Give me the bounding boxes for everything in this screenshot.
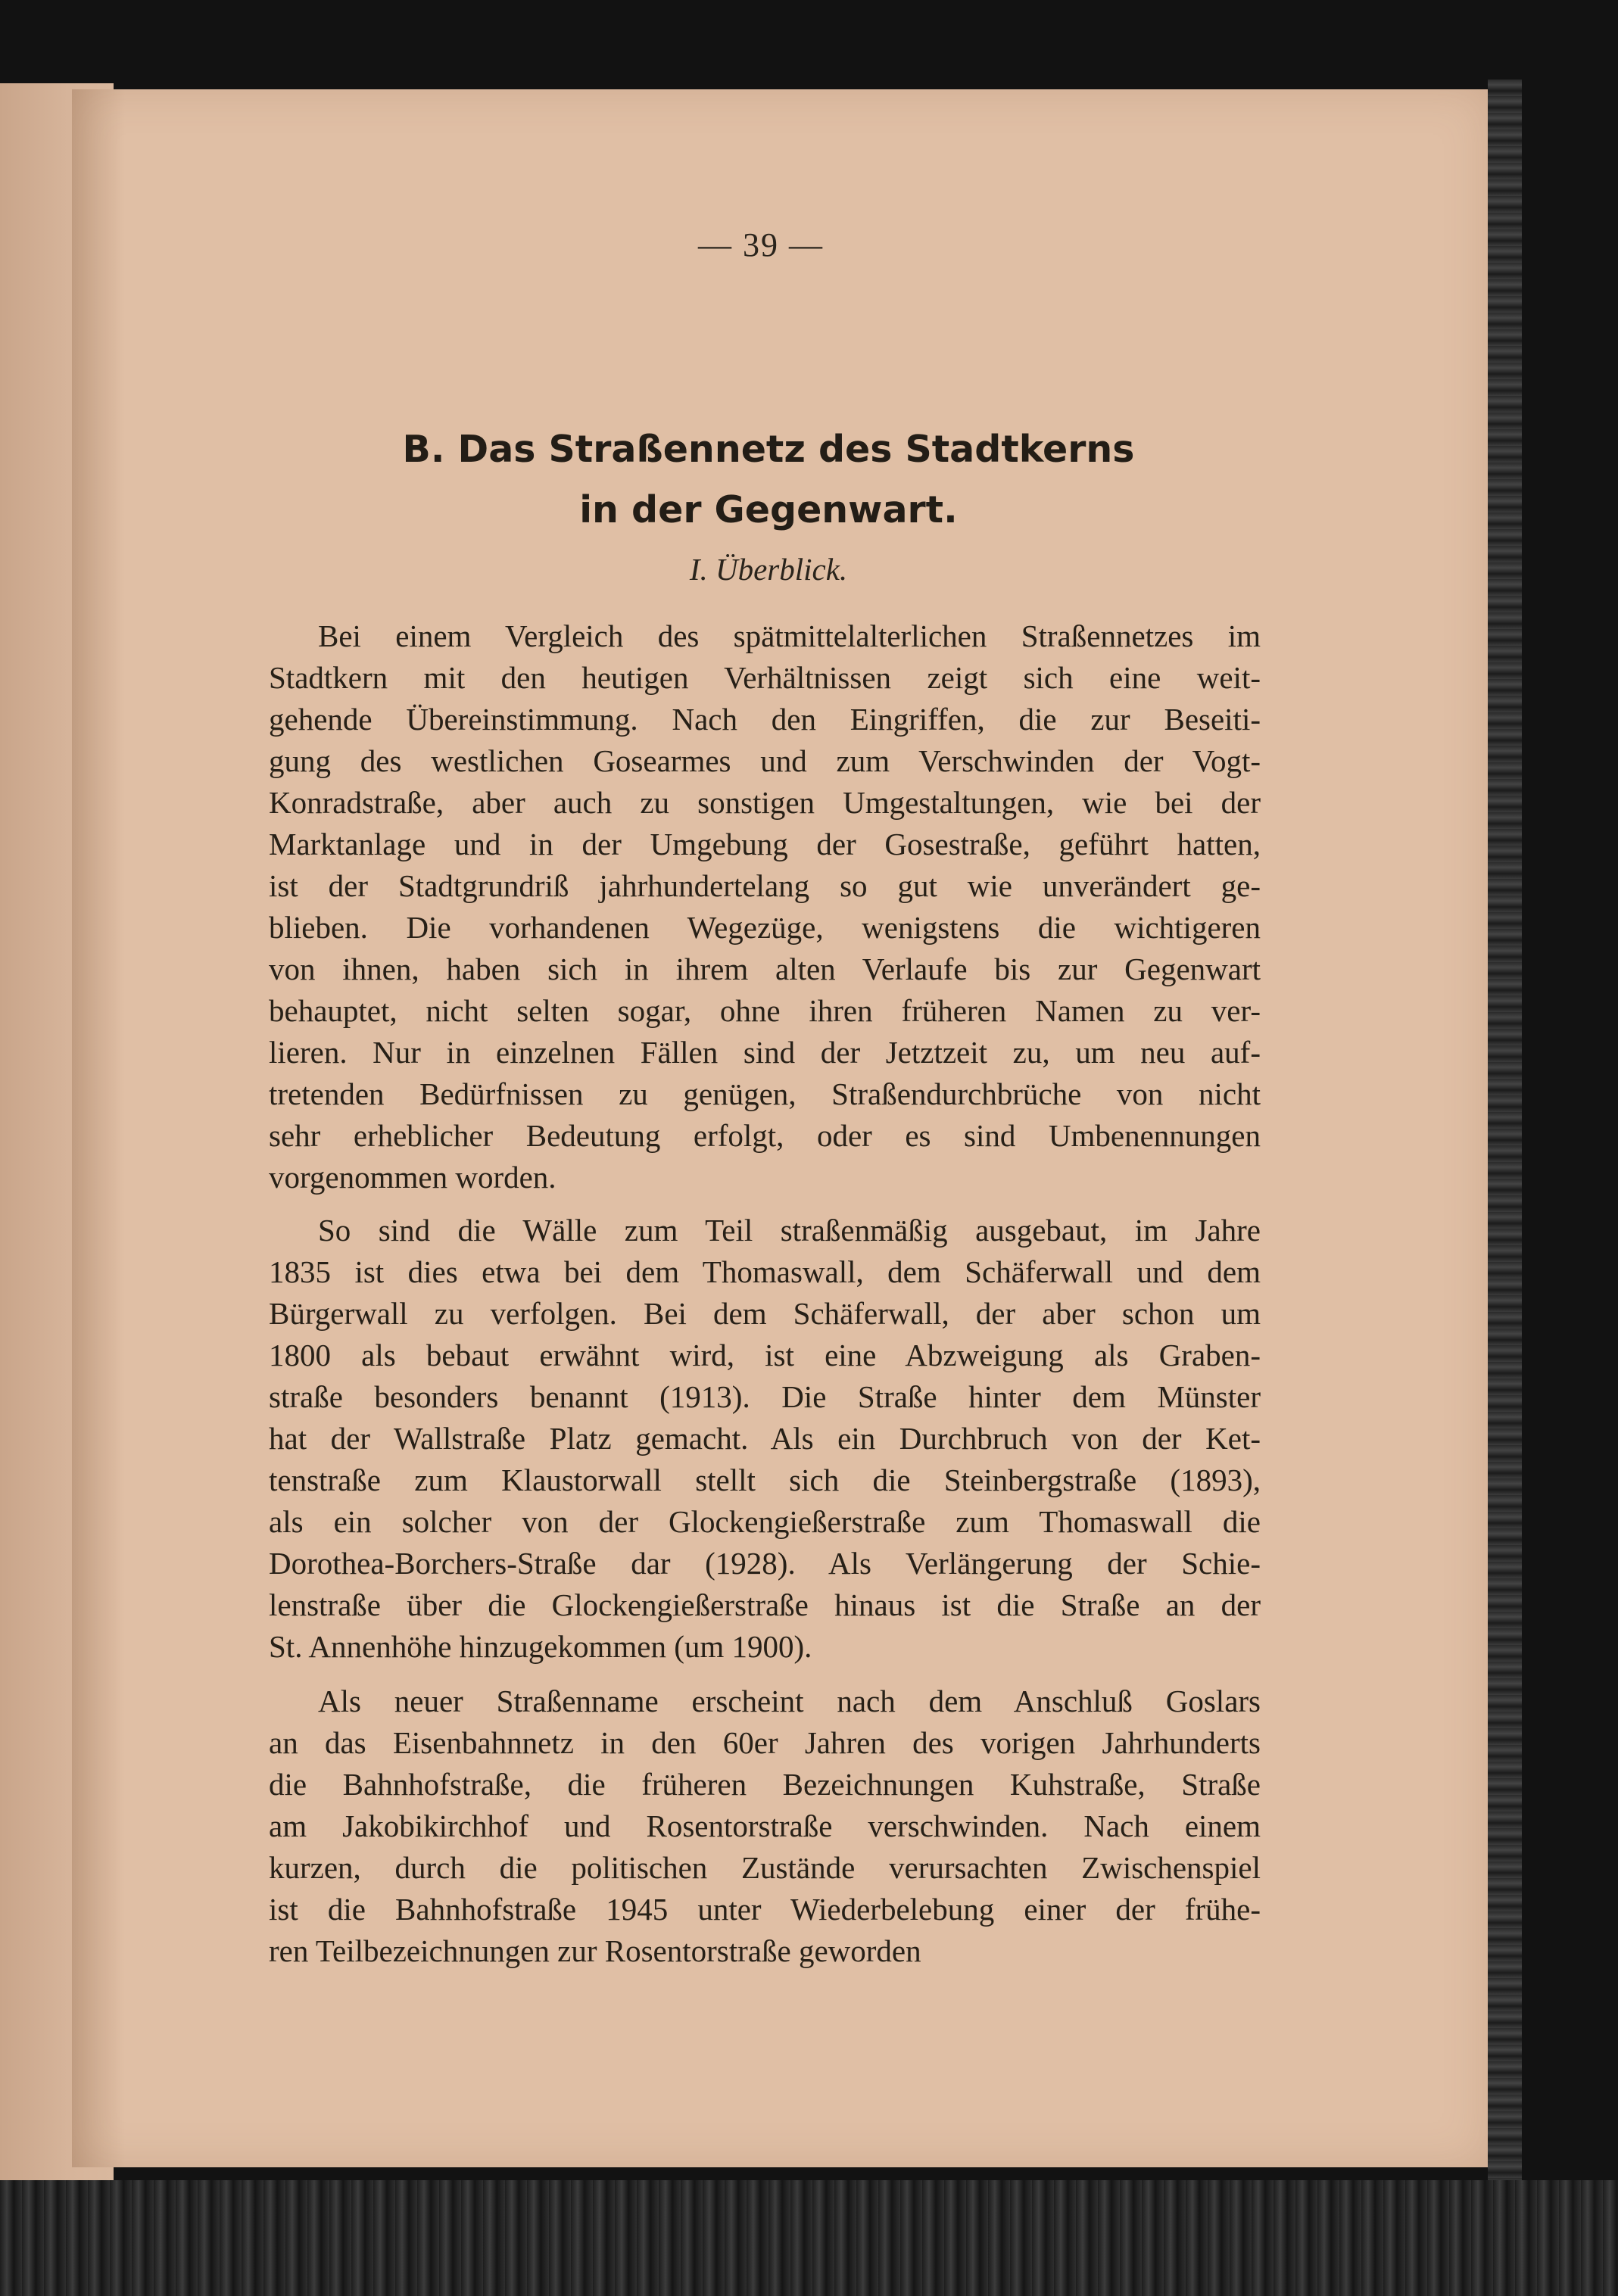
text-line: an das Eisenbahnnetz in den 60er Jahren des vorigen Jahrhunderts [269, 1725, 1261, 1760]
section-subtitle: I. Überblick. [689, 552, 848, 587]
text-line: ren Teilbezeichnungen zur Rosentorstraße geworden [269, 1933, 921, 1968]
text-line: Marktanlage und in der Umgebung der Gosestraße, geführt hatten, [269, 827, 1261, 861]
text-line: So sind die Wälle zum Teil straßenmäßig ausgebaut, im Jahre [318, 1213, 1261, 1248]
text-line: als ein solcher von der Glockengießerstraße zum Thomaswall die [269, 1504, 1261, 1539]
text-line: Als neuer Straßenname erscheint nach dem Anschluß Goslars [318, 1684, 1261, 1718]
text-line: gung des westlichen Gosearmes und zum Verschwinden der Vogt- [269, 743, 1261, 778]
text-line: kurzen, durch die politischen Zustände verursachten Zwischenspiel [269, 1850, 1261, 1885]
text-line: lieren. Nur in einzelnen Fällen sind der Jetztzeit zu, um neu auf- [269, 1035, 1261, 1070]
text-line: hat der Wallstraße Platz gemacht. Als ein Durchbruch von der Ket- [269, 1421, 1261, 1456]
text-line: vorgenommen worden. [269, 1160, 556, 1195]
text-line: sehr erheblicher Bedeutung erfolgt, oder es sind Umbenennungen [269, 1118, 1261, 1153]
text-line: ist die Bahnhofstraße 1945 unter Wiederbelebung einer der frühe- [269, 1892, 1261, 1927]
text-line: ist der Stadtgrundriß jahrhundertelang so gut wie unverändert ge- [269, 868, 1261, 903]
text-line: von ihnen, haben sich in ihrem alten Verlaufe bis zur Gegenwart [269, 952, 1261, 986]
text-line: 1835 ist dies etwa bei dem Thomaswall, dem Schäferwall und dem [269, 1254, 1261, 1289]
chapter-title-line-1: B. Das Straßennetz des Stadtkerns [402, 428, 1135, 471]
text-line: Dorothea-Borchers-Straße dar (1928). Als Verlängerung der Schie- [269, 1546, 1261, 1581]
text-line: Konradstraße, aber auch zu sonstigen Umgestaltungen, wie bei der [269, 785, 1261, 820]
text-line: tretenden Bedürfnissen zu genügen, Straßendurchbrüche von nicht [269, 1076, 1261, 1111]
text-line: tenstraße zum Klaustorwall stellt sich die Steinbergstraße (1893), [269, 1463, 1261, 1497]
text-line: St. Annenhöhe hinzugekommen (um 1900). [269, 1629, 812, 1664]
text-line: lenstraße über die Glockengießerstraße hinaus ist die Straße an der [269, 1587, 1261, 1622]
text-line: die Bahnhofstraße, die früheren Bezeichnungen Kuhstraße, Straße [269, 1767, 1261, 1802]
text-line: Stadtkern mit den heutigen Verhältnissen zeigt sich eine weit- [269, 660, 1261, 695]
chapter-title-line-2: in der Gegenwart. [579, 488, 958, 531]
text-line: behauptet, nicht selten sogar, ohne ihren früheren Namen zu ver- [269, 993, 1261, 1028]
text-line: Bei einem Vergleich des spätmittelalterlichen Straßennetzes im [318, 618, 1261, 653]
text-line: am Jakobikirchhof und Rosentorstraße verschwinden. Nach einem [269, 1808, 1261, 1843]
text-line: blieben. Die vorhandenen Wegezüge, wenigstens die wichtigeren [269, 910, 1261, 945]
text-line: straße besonders benannt (1913). Die Straße hinter dem Münster [269, 1379, 1261, 1414]
text-line: gehende Übereinstimmung. Nach den Eingriffen, die zur Beseiti- [269, 702, 1261, 737]
page-number: — 39 — [698, 226, 824, 263]
text-line: Bürgerwall zu verfolgen. Bei dem Schäferwall, der aber schon um [269, 1296, 1261, 1331]
text-line: 1800 als bebaut erwähnt wird, ist eine Abzweigung als Graben- [269, 1338, 1261, 1372]
